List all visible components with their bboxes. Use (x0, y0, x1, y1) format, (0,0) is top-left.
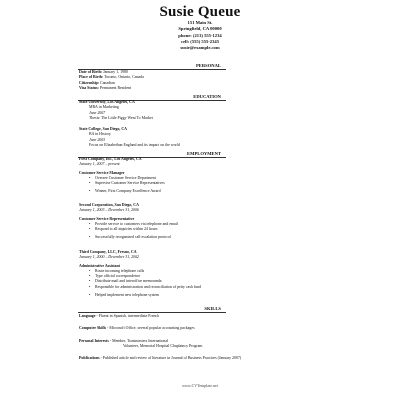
section-heading-education: EDUCATION (193, 94, 221, 99)
contact-phone: phone: (213) 555-1234 (178, 32, 222, 38)
personal-block (79, 70, 144, 91)
contact-address: 151 Main St. (187, 20, 213, 25)
list-item: • Route incoming telephone calls (95, 269, 201, 274)
list-item: • Helped implement new telephone system (95, 293, 201, 298)
school-name: State College, San Diego, CA (79, 127, 127, 131)
section-rule (78, 312, 226, 313)
education-block-1 (79, 100, 153, 121)
personal-field: Visa Status: Permanent Resident (79, 85, 132, 90)
contact-block (0, 20, 400, 51)
company-name: First Company, Inc., Los Angeles, CA (79, 157, 142, 161)
list-item: • Respond to all inquiries within 24 hours (95, 227, 178, 232)
duty-list (79, 269, 201, 298)
skill-item: Personal Interests - Member, Toastmasters International (79, 338, 169, 343)
education-note: Thesis: The Little Piggy Went To Market (89, 115, 153, 120)
skill-item: Publications - Published article and review of literature in Journal of Business Practices (January 2007) (79, 356, 242, 361)
list-item: • Supervise Customer Service Representatives (95, 181, 165, 186)
job-block-1 (79, 157, 165, 195)
job-block-2 (79, 203, 178, 241)
list-item: • Type official correspondence (95, 274, 201, 279)
skill-item: Computer Skills - Microsoft Office, several popular accounting packages (79, 326, 195, 331)
contact-city: Springfield, CA 00000 (178, 26, 222, 32)
grad-date: June 2003 (89, 137, 106, 142)
skill-item: Language - Fluent in Spanish, intermediate French (79, 314, 160, 318)
footer-url[interactable]: www.CVTemplate.net (182, 383, 218, 388)
contact-email: susie@example.com (180, 45, 220, 51)
list-item: • Distribute mail and interoffice memoranda (95, 279, 201, 284)
duty-list (79, 222, 178, 241)
list-item: • Oversee Customer Service Department (95, 176, 165, 181)
job-title: Customer Service Manager (79, 170, 125, 175)
company-name: Second Corporation, San Diego, CA (79, 203, 139, 207)
personal-field: Date of Birth: January 1, 1980 (79, 70, 128, 74)
grad-date: June 2007 (89, 110, 106, 115)
list-item: • Provide service to customers via telephone and email (95, 222, 178, 227)
skills-block (79, 314, 241, 361)
job-dates: January 1, 2000 – December 31, 2002 (79, 255, 139, 260)
job-title: Customer Service Representative (79, 216, 135, 221)
degree: BA in History (89, 132, 111, 137)
contact-cell: cell: (555) 555-2345 (180, 38, 219, 44)
resume-name: Susie Queue (159, 4, 241, 20)
degree: MBA in Marketing (89, 105, 119, 110)
section-heading-employment: EMPLOYMENT (187, 151, 221, 156)
personal-field: Place of Birth: Toronto, Ontario, Canada (79, 75, 144, 80)
list-item: • Winner, First Company Excellence Award (95, 189, 165, 194)
list-item: • Successfully reorganized call escalation protocol (95, 235, 178, 240)
education-note: Focus on Elizabethan England and its impact on the world (89, 142, 180, 147)
duty-list (79, 176, 165, 195)
education-block-2 (79, 127, 180, 148)
company-name: Third Company, LLC, Fresno, CA (79, 250, 137, 254)
personal-field: Citizenship: Canadian (79, 80, 115, 85)
list-item: • Responsible for administration and reconciliation of petty cash fund (95, 285, 201, 290)
section-heading-skills: SKILLS (204, 306, 221, 311)
job-dates: January 1, 2003 – December 31, 2006 (79, 208, 139, 213)
school-name: State University, Los Angeles, CA (79, 100, 135, 104)
job-dates: January 1, 2007 – present (79, 162, 120, 167)
skill-item-extra: Volunteer, Memorial Hospital Chaplaincy Program (123, 343, 203, 348)
section-heading-personal: PERSONAL (195, 63, 221, 68)
job-title: Administrative Assistant (79, 263, 120, 268)
job-block-3 (79, 250, 201, 298)
